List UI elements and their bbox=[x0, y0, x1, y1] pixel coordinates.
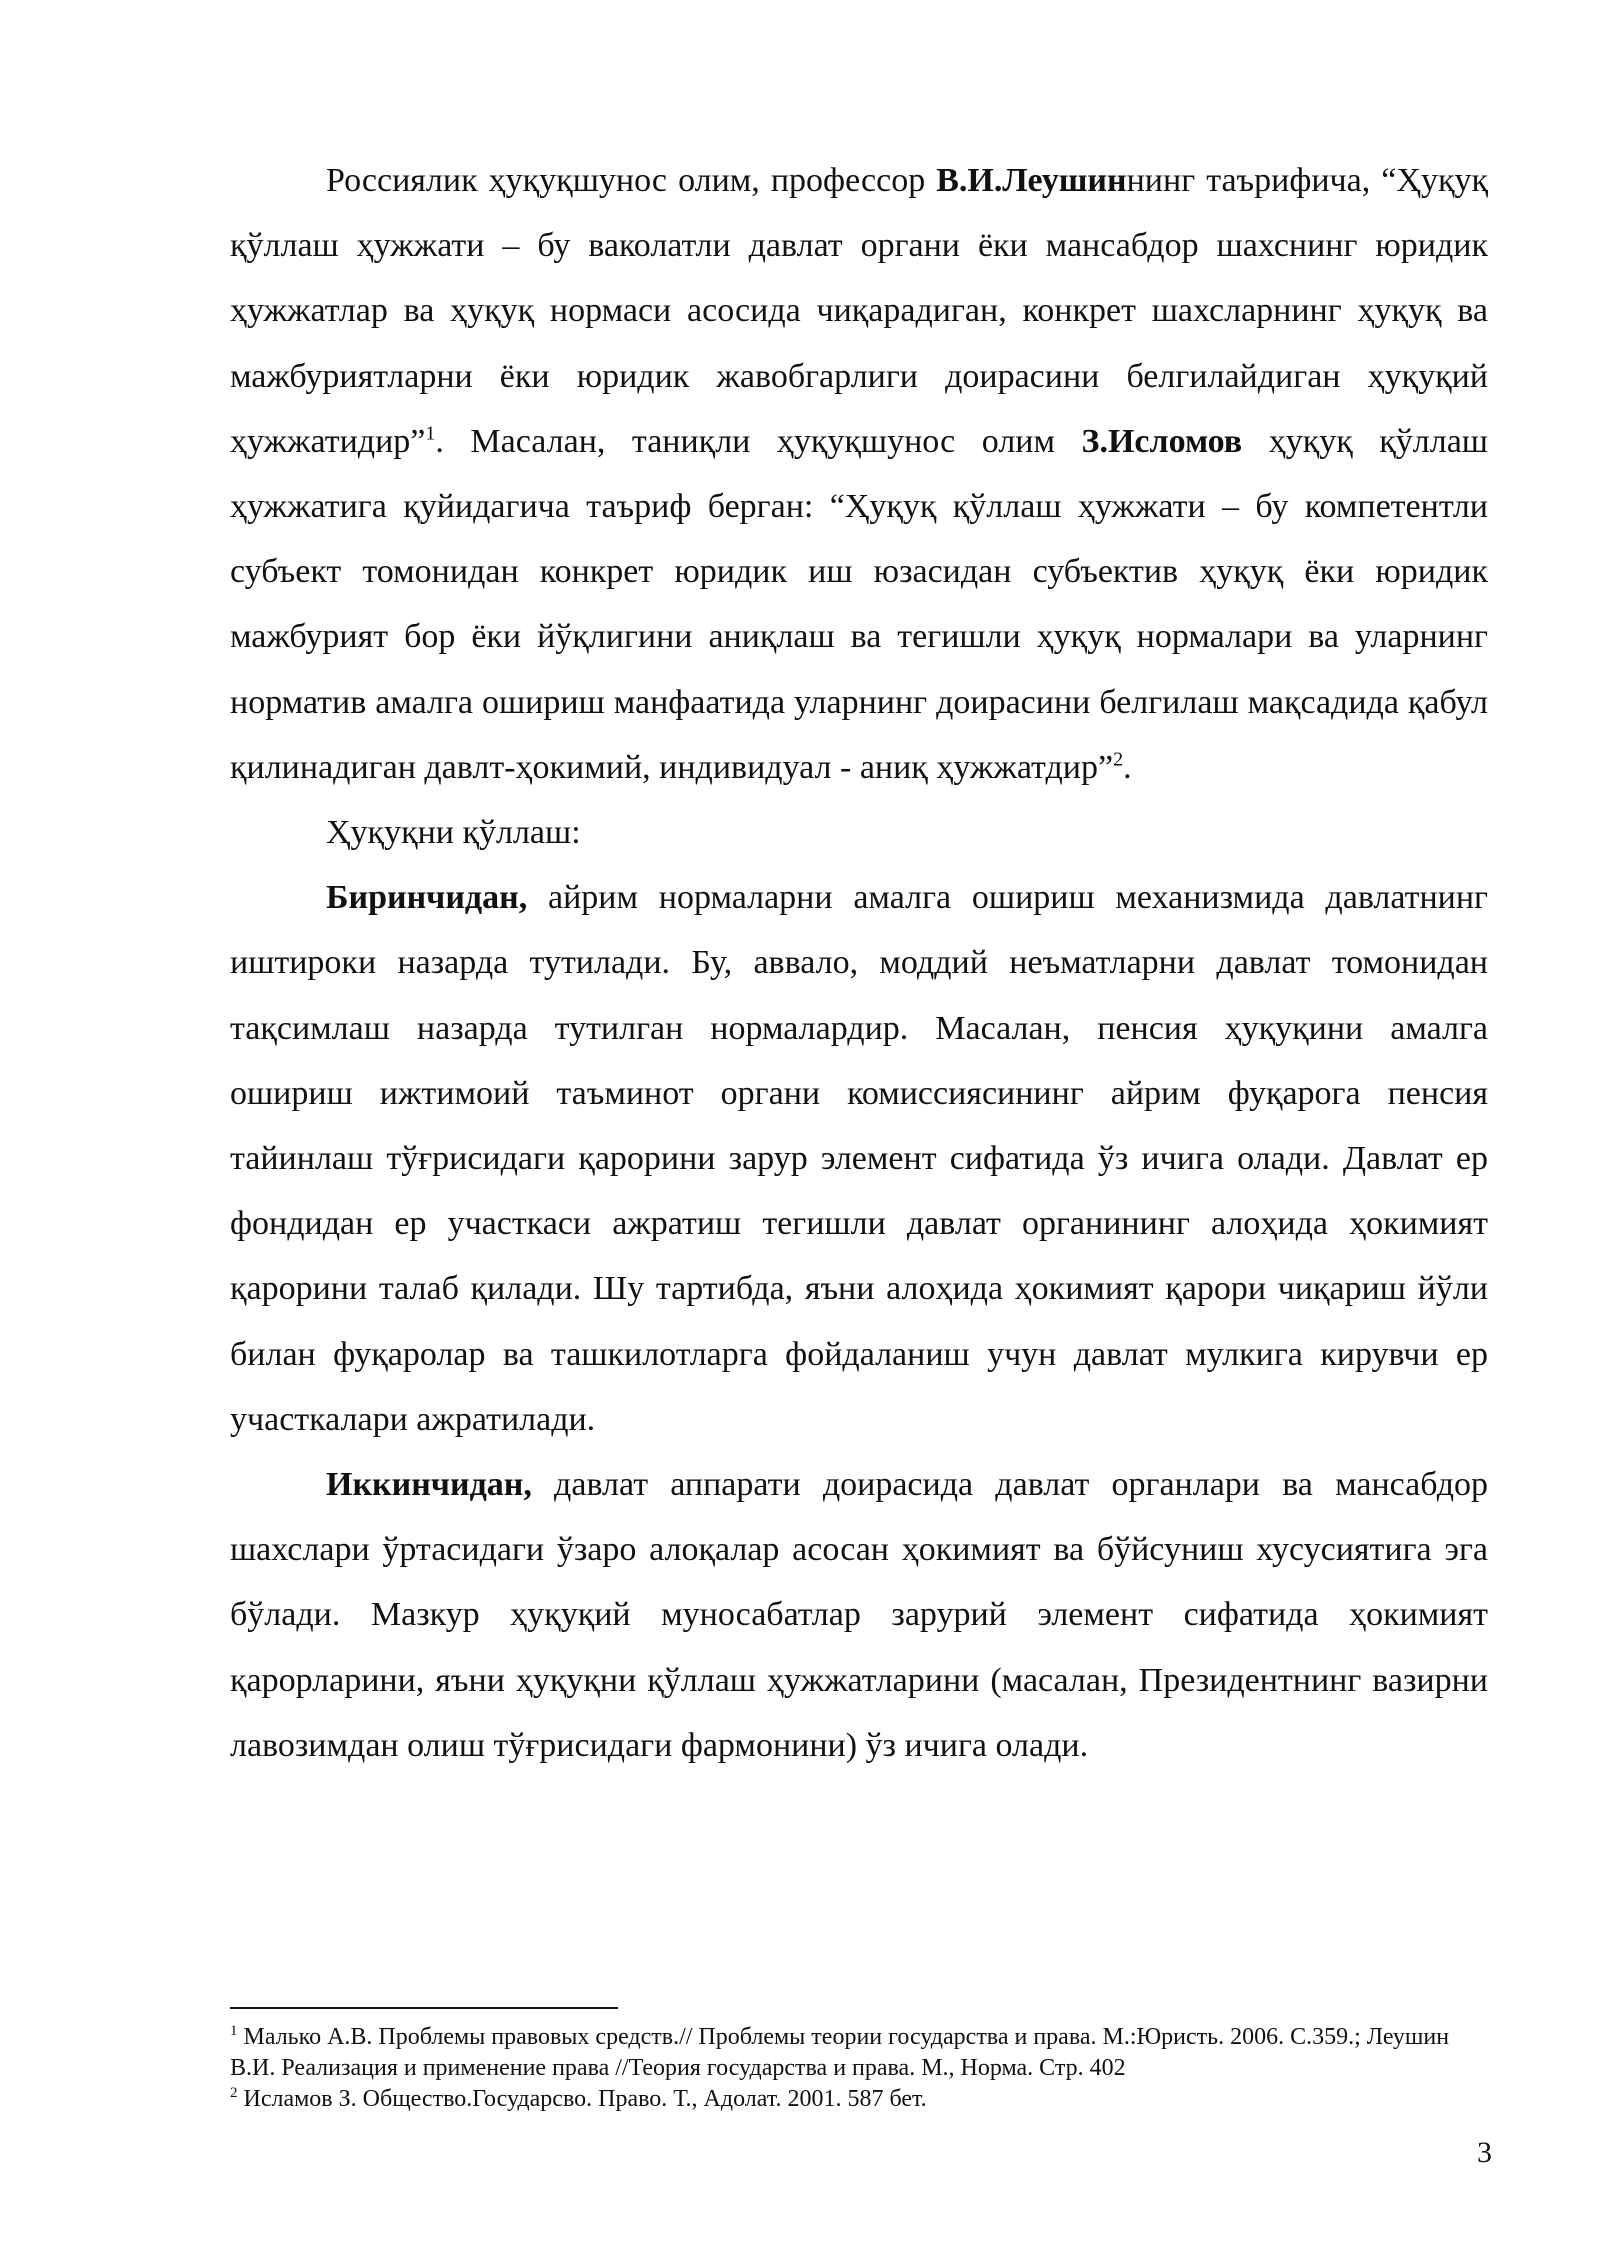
paragraph-heading: Ҳуқуқни қўллаш: bbox=[326, 814, 581, 852]
footnote-text: Малько А.В. Проблемы правовых средств.// Проблемы теории государства и права. М.:Юристь. 2006. С.359.; Леушин В.И. Реализация и применение права //Теория государства и права. М., Норма. Стр. 402 bbox=[230, 2024, 1450, 2081]
main-text bbox=[230, 148, 1488, 1778]
paragraph-text: Россиялик ҳуқуқшунос олим, профессор bbox=[326, 162, 937, 199]
lead-word-first: Биринчидан, bbox=[326, 879, 528, 917]
lead-word-second: Иккинчидан, bbox=[326, 1466, 532, 1504]
paragraph-text: . Масалан, таниқли ҳуқуқшунос олим bbox=[435, 422, 1082, 460]
paragraph-definitions bbox=[230, 148, 1488, 800]
page-number: 3 bbox=[1477, 2136, 1492, 2169]
footnote-text: Исламов З. Общество.Государсво. Право. Т., Адолат. 2001. 587 бет. bbox=[237, 2086, 927, 2112]
footnote-ref-1: 1 bbox=[425, 422, 436, 445]
author-name-leushin: В.И.Леушин bbox=[936, 162, 1127, 199]
paragraph-text: ҳуқуқ қўллаш ҳужжатига қуйидагича таъриф берган: “Ҳуқуқ қўллаш ҳужжати – бу компетентли субъект томонидан конкрет юридик иш юзасидан субъектив ҳуқуқ ёки юридик мажбурият бор ёки йўқлигини аниқлаш ва тегишли ҳуқуқ нормалари ва уларнинг норматив амалга ошириш манфаатида уларнинг доирасини белгилаш мақсадида қабул қилинадиган давлт-ҳокимий, индивидуал - аниқ ҳужжатдир” bbox=[230, 422, 1488, 786]
paragraph-text: . bbox=[1123, 748, 1132, 786]
author-name-islomov: З.Исломов bbox=[1081, 422, 1243, 460]
paragraph-text: нинг таърифича, “Ҳуқуқ қўллаш ҳужжати – бу ваколатли давлат органи ёки мансабдор шахснинг юридик ҳужжатлар ва ҳуқуқ нормаси асосида чиқарадиган, конкрет шахсларнинг ҳуқуқ ва мажбуриятларни ёки юридик жавобгарлиги доирасини белгилайдиган ҳуқуқий ҳужжатидир” bbox=[230, 162, 1488, 460]
paragraph-text: давлат аппарати доирасида давлат органлари ва мансабдор шахслари ўртасидаги ўзаро алоқалар асосан ҳокимият ва бўйсуниш хусусиятига эга бўлади. Мазкур ҳуқуқий муносабатлар зарурий элемент сифатида ҳокимият қарорларини, яъни ҳуқуқни қўллаш ҳужжатларини (масалан, Президентнинг вазирни лавозимдан олиш тўғрисидаги фармонини) ўз ичига олади. bbox=[230, 1466, 1488, 1764]
paragraph-first-point bbox=[230, 865, 1488, 1452]
paragraph-second-point bbox=[230, 1452, 1488, 1778]
footnote-1 bbox=[230, 2022, 1500, 2084]
footnote-mark: 1 bbox=[230, 2023, 238, 2039]
footnote-2 bbox=[230, 2084, 1500, 2115]
footnotes bbox=[230, 2022, 1500, 2115]
paragraph-text: айрим нормаларни амалга ошириш механизмида давлатнинг иштироки назарда тутилади. Бу, аввало, моддий неъматларни давлат томонидан тақсимлаш назарда тутилган нормалардир. Масалан, пенсия ҳуқуқини амалга ошириш ижтимоий таъминот органи комиссиясининг айрим фуқарога пенсия тайинлаш тўғрисидаги қарорини зарур элемент сифатида ўз ичига олади. Давлат ер фондидан ер участкаси ажратиш тегишли давлат органининг алоҳида ҳокимият қарорини талаб қилади. Шу тартибда, яъни алоҳида ҳокимият қарори чиқариш йўли билан фуқаролар ва ташкилотларга фойдаланиш учун давлат мулкига кирувчи ер участкалари ажратилади. bbox=[230, 879, 1488, 1438]
footnote-separator bbox=[230, 2007, 618, 2009]
footnote-mark: 2 bbox=[230, 2085, 238, 2101]
footnote-ref-2: 2 bbox=[1113, 748, 1124, 771]
